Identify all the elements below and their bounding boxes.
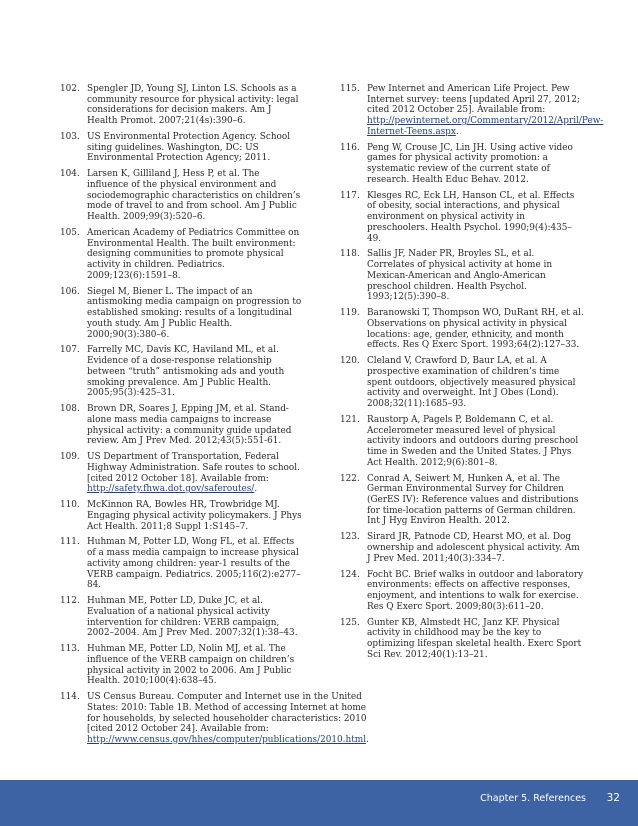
reference-number: 117. bbox=[340, 190, 360, 201]
reference-item bbox=[340, 474, 584, 528]
reference-link[interactable]: http://safety.fhwa.dot.gov/saferoutes/ bbox=[87, 484, 255, 495]
reference-citation: US Census Bureau. Computer and Internet use in the United States: 2010: Table 1B. Method of accessing Internet at home for households, by selected householder characteristics: 2010 [cited 2012 October 24]. Available from: bbox=[87, 692, 367, 735]
reference-number: 106. bbox=[60, 286, 80, 297]
reference-item bbox=[340, 191, 584, 245]
reference-item bbox=[60, 169, 302, 223]
reference-text bbox=[87, 537, 302, 591]
footer-band bbox=[0, 780, 638, 826]
reference-text bbox=[87, 404, 302, 447]
reference-number: 120. bbox=[340, 356, 360, 367]
reference-link[interactable]: http://www.census.gov/hhes/computer/publications/2010.html bbox=[87, 734, 367, 745]
reference-item bbox=[60, 537, 302, 591]
reference-text bbox=[367, 532, 584, 564]
reference-item bbox=[60, 84, 302, 127]
reference-citation: Klesges RC, Eck LH, Hanson CL, et al. Effects of obesity, social interactions, and physical environment on physical activity in preschoolers. Health Psychol. 1990;9(4):435–49. bbox=[367, 190, 575, 244]
reference-citation: Huhman M, Potter LD, Wong FL, et al. Effects of a mass media campaign to increase physical activity among children: year-1 results of the VERB campaign. Pediatrics. 2005;116(2):e277–84. bbox=[87, 537, 301, 591]
reference-text bbox=[367, 143, 584, 186]
reference-citation: Gunter KB, Almstedt HC, Janz KF. Physical activity in childhood may be the key to optimizing lifespan skeletal health. Exerc Sport Sci Rev. 2012;40(1):13–21. bbox=[367, 617, 582, 660]
reference-text bbox=[367, 415, 584, 469]
reference-item bbox=[340, 84, 604, 138]
reference-number: 121. bbox=[340, 414, 360, 425]
chapter-label: Chapter 5. References bbox=[480, 793, 586, 804]
reference-number: 104. bbox=[60, 169, 80, 180]
reference-text bbox=[87, 692, 369, 746]
reference-citation: Huhman ME, Potter LD, Duke JC, et al. Evaluation of a national physical activity intervention for children: VERB campaign, 2002–2004. Am J Prev Med. 2007;32(1):38–43. bbox=[87, 596, 298, 639]
reference-text bbox=[367, 356, 584, 410]
reference-item bbox=[340, 532, 584, 564]
reference-item bbox=[60, 500, 302, 532]
reference-item bbox=[340, 308, 584, 351]
reference-number: 125. bbox=[340, 617, 360, 628]
reference-text bbox=[367, 249, 584, 303]
reference-citation: Brown DR, Soares J, Epping JM, et al. Stand-alone mass media campaigns to increase physical activity: a community guide updated review. Am J Prev Med. 2012;43(5):551-61. bbox=[87, 404, 292, 447]
reference-number: 114. bbox=[60, 692, 80, 703]
reference-trailing-punct: . bbox=[254, 484, 258, 495]
reference-text bbox=[87, 596, 302, 639]
reference-citation: American Academy of Pediatrics Committee on Environmental Health. The built environment: designing communities to promote physical activity in children. Pediatrics. 2009;123(6):1591–8. bbox=[87, 228, 300, 281]
reference-link[interactable]: http://pewinternet.org/Commentary/2012/April/Pew-Internet-Teens.aspx bbox=[367, 116, 604, 137]
reference-citation: Huhman ME, Potter LD, Nolin MJ, et al. The influence of the VERB campaign on children’s physical activity in 2002 to 2006. Am J Public Health. 2010;100(4):638–45. bbox=[87, 644, 295, 687]
reference-citation: Sirard JR, Patnode CD, Hearst MO, et al. Dog ownership and adolescent physical activity. Am J Prev Med. 2011;40(3):334–7. bbox=[367, 532, 580, 564]
reference-citation: Raustorp A, Pagels P, Boldemann C, et al. Accelerometer measured level of physical activity indoors and outdoors during preschool time in Sweden and the United States. J Phys Act Health. 2012;9(6):801–8. bbox=[367, 414, 579, 468]
reference-item bbox=[60, 345, 302, 399]
reference-text bbox=[367, 618, 584, 661]
reference-item bbox=[340, 249, 584, 303]
reference-number: 123. bbox=[340, 532, 360, 543]
reference-number: 113. bbox=[60, 644, 80, 655]
reference-item bbox=[340, 356, 584, 410]
reference-item bbox=[60, 596, 302, 639]
reference-item bbox=[340, 570, 584, 613]
reference-number: 122. bbox=[340, 473, 360, 484]
reference-item bbox=[340, 618, 584, 661]
reference-number: 102. bbox=[60, 84, 80, 94]
reference-citation: US Department of Transportation, Federal Highway Administration. Safe routes to school. [cited 2012 October 18]. Available from: bbox=[87, 452, 300, 484]
reference-number: 110. bbox=[60, 500, 80, 511]
reference-item bbox=[60, 228, 302, 282]
reference-citation: Peng W, Crouse JC, Lin JH. Using active video games for physical activity promotion: a systematic review of the current state of research. Health Educ Behav. 2012. bbox=[367, 142, 573, 185]
reference-number: 112. bbox=[60, 596, 80, 607]
reference-item bbox=[340, 143, 584, 186]
reference-citation: Siegel M, Biener L. The impact of an antismoking media campaign on progression to established smoking: results of a longitudinal youth study. Am J Public Health. 2000;90(3):380–6. bbox=[87, 286, 302, 340]
reference-text bbox=[87, 228, 302, 282]
reference-text bbox=[87, 500, 302, 532]
reference-number: 109. bbox=[60, 452, 80, 463]
reference-item bbox=[340, 415, 584, 469]
page-number: 32 bbox=[606, 792, 620, 804]
reference-text bbox=[87, 84, 302, 127]
reference-number: 116. bbox=[340, 142, 360, 153]
reference-text bbox=[87, 132, 302, 164]
reference-text bbox=[87, 287, 302, 341]
reference-trailing-punct: . bbox=[366, 734, 369, 745]
reference-text bbox=[367, 474, 584, 528]
reference-number: 124. bbox=[340, 569, 360, 580]
reference-number: 108. bbox=[60, 404, 80, 415]
reference-number: 111. bbox=[60, 537, 80, 548]
reference-number: 105. bbox=[60, 228, 80, 238]
reference-citation: Sallis JF, Nader PR, Broyles SL, et al. Correlates of physical activity at home in Mexican-American and Anglo-American preschool children. Health Psychol. 1993;12(5):390–8. bbox=[367, 249, 553, 303]
reference-citation: Baranowski T, Thompson WO, DuRant RH, et al. Observations on physical activity in physical locations: age, gender, ethnicity, and month effects. Res Q Exerc Sport. 1993;64(2):127–33. bbox=[367, 308, 584, 351]
reference-item bbox=[60, 644, 302, 687]
reference-number: 119. bbox=[340, 308, 360, 319]
reference-number: 118. bbox=[340, 249, 360, 260]
reference-citation: Spengler JD, Young SJ, Linton LS. Schools as a community resource for physical activity: legal considerations for decision makers. Am J Health Promot. 2007;21(4s):390–6. bbox=[87, 84, 299, 127]
reference-citation: Pew Internet and American Life Project. Pew Internet survey: teens [updated April 27, 2012; cited 2012 October 25]. Available from: bbox=[367, 84, 580, 116]
reference-citation: US Environmental Protection Agency. School siting guidelines. Washington, DC: US Environmental Protection Agency; 2011. bbox=[87, 132, 291, 164]
reference-text bbox=[367, 570, 584, 613]
reference-text bbox=[367, 191, 584, 245]
reference-citation: Cleland V, Crawford D, Baur LA, et al. A prospective examination of children’s time spent outdoors, objectively measured physical activity and overweight. Int J Obes (Lond). 2008;32(11):1685–93. bbox=[367, 356, 576, 409]
reference-text bbox=[87, 452, 302, 495]
reference-citation: Focht BC. Brief walks in outdoor and laboratory environments: effects on affective responses, enjoyment, and intentions to walk for exercise. Res Q Exerc Sport. 2009;80(3):611–20. bbox=[367, 569, 584, 612]
reference-citation: McKinnon RA, Bowles HR, Trowbridge MJ. Engaging physical activity policymakers. J Phys Act Health. 2011;8 Suppl 1:S145–7. bbox=[87, 500, 302, 532]
reference-citation: Farrelly MC, Davis KC, Haviland ML, et al. Evidence of a dose-response relationship between “truth” antismoking ads and youth smoking prevalence. Am J Public Health. 2005;95(3):425–31. bbox=[87, 345, 285, 399]
reference-number: 115. bbox=[340, 84, 360, 94]
reference-text bbox=[87, 345, 302, 399]
reference-citation: Larsen K, Gilliland J, Hess P, et al. The influence of the physical environment and sociodemographic characteristics on children’s mode of travel to and from school. Am J Public Health. 2009;99(3):520–6. bbox=[87, 169, 301, 223]
reference-text bbox=[87, 169, 302, 223]
reference-number: 107. bbox=[60, 345, 80, 356]
reference-item bbox=[60, 452, 302, 495]
reference-item bbox=[60, 404, 302, 447]
reference-trailing-punct: . bbox=[455, 126, 459, 137]
reference-text bbox=[367, 308, 584, 351]
reference-text bbox=[87, 644, 302, 687]
reference-item bbox=[60, 287, 302, 341]
reference-text bbox=[367, 84, 603, 138]
reference-item bbox=[60, 132, 302, 164]
reference-citation: Conrad A, Seiwert M, Hunken A, et al. The German Environmental Survey for Children (GerES IV): Reference values and distributions for time-location patterns of German children. Int J Hyg Environ Health. 2012. bbox=[367, 473, 579, 527]
reference-item bbox=[60, 692, 369, 746]
reference-column-right bbox=[340, 84, 604, 666]
reference-number: 103. bbox=[60, 132, 80, 142]
